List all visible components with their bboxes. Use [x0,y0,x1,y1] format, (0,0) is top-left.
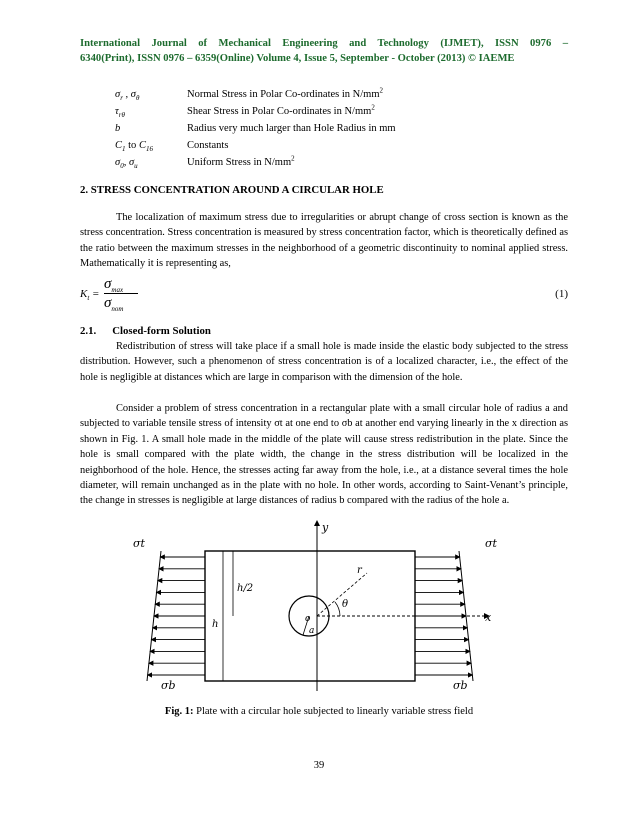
nomenclature-symbol: $C_1$ to $C_{16}$ [115,140,153,154]
nomenclature-row [115,103,396,120]
subsection-paragraph-1: Redistribution of stress will take place if a small hole is made inside the elastic body subjected to the stress distribution. However, such a phenomenon of stress concentration is of a localized character, i.e., the effect of the hole is negligible at distances which are large in comparison with the dimension of the hole. [80,341,568,383]
theta-label: θ [342,599,349,610]
nomenclature-row [115,120,396,137]
nomenclature-symbol: $\sigma_0$, $\sigma_u$ [115,157,138,171]
y-axis-label: y [322,521,329,534]
figure-caption-text: Plate with a circular hole subjected to linearly variable stress field [193,706,474,717]
journal-header-line-2: 6340(Print), ISSN 0976 – 6359(Online) Volume 4, Issue 5, September - October (2013) © IAEME [80,53,515,64]
nomenclature-description: Radius very much larger than Hole Radius in mm [187,123,396,134]
nomenclature-symbol: $\sigma_r$ , $\sigma_\theta$ [115,89,140,103]
page-number: 39 [313,760,325,771]
figure-caption [0,706,638,717]
subsection-title: Closed-form Solution [112,325,211,337]
nomenclature-row [115,137,396,154]
nomenclature-symbol: b [115,123,121,134]
equation-fraction [104,276,138,311]
section-heading: 2. STRESS CONCENTRATION AROUND A CIRCULAR HOLE [80,184,384,196]
equation-denominator: $\sigma_{nom}$ [104,295,124,313]
theta-arc [335,602,340,616]
sigma-b-left-label: σb [161,679,176,692]
nomenclature-symbol: $\tau_{r\theta}$ [115,106,125,120]
origin-label: o [305,614,311,624]
figure-1-diagram [125,515,515,695]
h-label: h [212,619,219,630]
section-paragraph: The localization of maximum stress due to irregularities or abrupt change of cross section is known as the stress concentration. Stress concentration is measured by stress concentration factor, which is theoretically defined as the ratio between the maximum stresses in the neighborhood of a geometric discontinuity to nominal applied stress. Mathematically it is representing as, [80,212,568,270]
journal-header-line-1: International Journal of Mechanical Engineering and Technology (IJMET), ISSN 0976 – [80,38,568,49]
equation-numerator: $\sigma_{max}$ [104,276,124,294]
subsection-heading [80,325,211,337]
nomenclature-list [115,86,396,171]
figure-caption-label: Fig. 1: [164,706,194,717]
nomenclature-description: Normal Stress in Polar Co-ordinates in $N/mm^2$ [187,86,383,100]
nomenclature-description: Constants [187,140,229,151]
equation-1 [80,276,568,314]
sigma-t-left-label: σt [133,537,145,550]
sigma-t-right-label: σt [485,537,497,550]
h-half-label: h/2 [237,583,254,594]
a-label: a [309,626,315,636]
nomenclature-row [115,86,396,103]
journal-header [80,36,568,66]
subsection-number: 2.1. [80,325,97,337]
x-axis-label: x [485,611,492,624]
nomenclature-description: Shear Stress in Polar Co-ordinates in $N/mm^2$ [187,103,375,117]
nomenclature-description: Uniform Stress in $N/mm^2$ [187,154,295,168]
subsection-paragraph-2: Consider a problem of stress concentration in a rectangular plate with a small circular hole of radius a and subjected to variable tensile stress of intensity σt at one end to σb at another end varying linearly in the x direction as shown in Fig. 1. A small hole made in the middle of the plate will cause stress redistribution in the plate. Since the hole is small compared with the plate width, the change in the stress distribution will be localized in the neighborhood of the hole. Hence, the stresses acting far away from the hole, i.e., at a distance several times the hole diameter, will remain unchanged as in the plate with no hole. In other words, according to Saint-Venant’s principle, the change in stresses is negligible at large distances of radius b compared with the radius of the hole a. [80,403,568,507]
sigma-b-right-label: σb [453,679,468,692]
left-load-arrows [148,557,205,675]
nomenclature-row [115,154,396,171]
equation-number: (1) [555,288,568,300]
r-label: r [357,565,362,576]
equation-lhs: $K_t$ = [80,288,100,303]
